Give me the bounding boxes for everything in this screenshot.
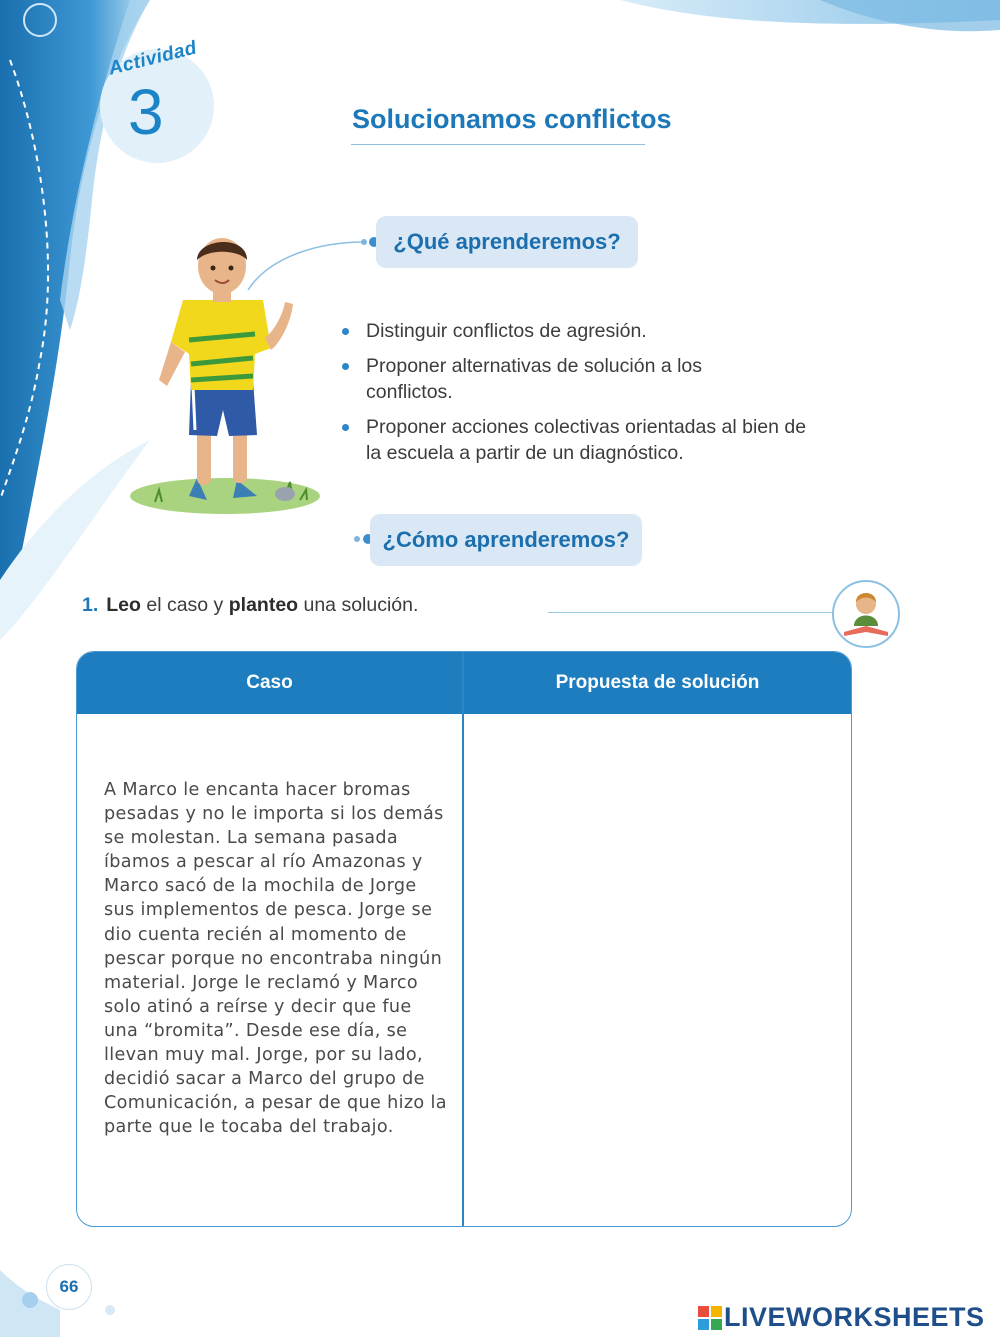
page-number: 66 xyxy=(46,1264,92,1310)
page-title: Solucionamos conflictos xyxy=(352,104,672,134)
instruction-number: 1. xyxy=(82,594,99,616)
case-text: A Marco le encanta hacer bromas pesadas y no le importa si los demás se molestan. La semana pasada íbamos a pescar al río Amazonas y Marco sacó de la mochila de Jorge sus implementos de pesca. Jorge se dio cuenta recién al momento de pescar porque no encontraba ningún material. Jorge le reclamó y Marco solo atinó a reírse y decir que fue una “bromita”. Desde ese día, se llevan muy mal. Jorge, por su lado, decidió sacar a Marco del grupo de Comunicación, a pesar de que hizo la parte que le tocaba del trabajo. xyxy=(104,780,447,1138)
instruction-text: una solución. xyxy=(298,594,419,616)
watermark-text: LIVEWORKSHEETS xyxy=(724,1302,985,1332)
activity-number: 3 xyxy=(128,76,164,148)
instruction-text: el caso y xyxy=(140,594,229,616)
proposal-answer-field[interactable] xyxy=(469,720,845,1220)
what-we-learn-heading: ¿Qué aprenderemos? xyxy=(376,216,638,268)
learning-goals-list xyxy=(340,318,840,475)
case-table xyxy=(76,651,852,1227)
activity-label: Actividad xyxy=(106,37,200,80)
instruction-verb-read: Leo xyxy=(106,594,141,616)
column-divider xyxy=(462,652,464,1226)
header-proposal: Propuesta de solución xyxy=(464,652,851,714)
list-item: Proponer acciones colectivas orientadas al bien de la escuela a partir de un diagnóstico. xyxy=(340,414,816,466)
instruction-rule xyxy=(548,612,838,613)
instruction-verb-propose: planteo xyxy=(228,594,299,616)
watermark xyxy=(698,1302,985,1333)
instruction xyxy=(82,594,418,617)
list-item: Distinguir conflictos de agresión. xyxy=(340,318,840,344)
liveworksheets-logo-icon xyxy=(698,1306,722,1330)
how-we-learn-heading: ¿Cómo aprenderemos? xyxy=(370,514,642,566)
title-underline xyxy=(351,144,645,145)
header-case: Caso xyxy=(77,652,462,714)
boy-illustration xyxy=(125,230,335,530)
reading-child-icon xyxy=(830,578,902,650)
list-item: Proponer alternativas de solución a los conflictos. xyxy=(340,353,746,405)
